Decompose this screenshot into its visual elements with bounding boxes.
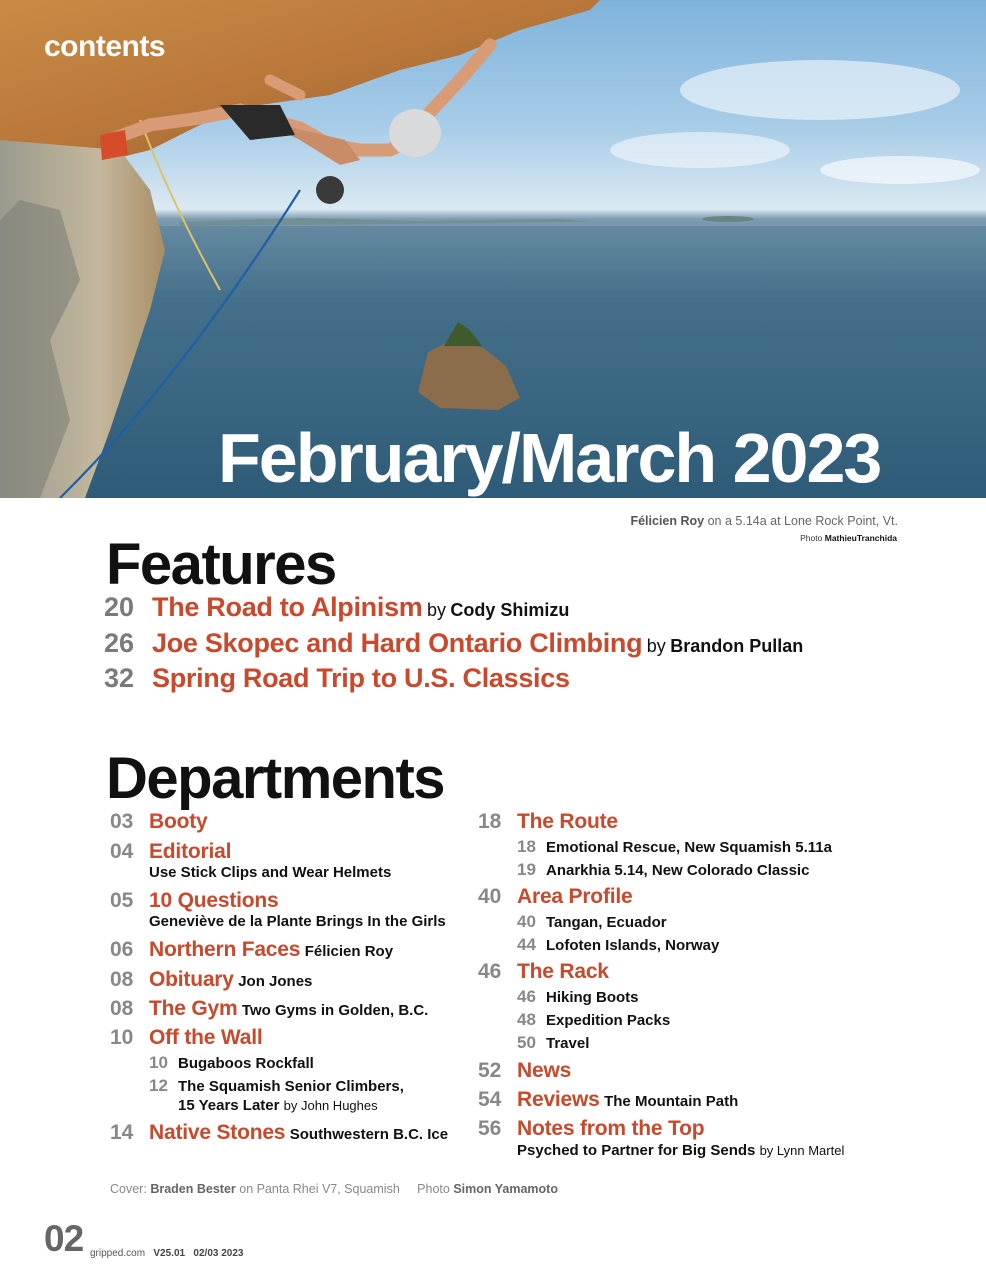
subitem-title: Bugaboos Rockfall	[178, 1055, 314, 1072]
cloud	[610, 132, 790, 168]
dept-title: The Gym	[149, 997, 238, 1020]
dept-page: 04	[110, 840, 134, 863]
page-number: 02	[44, 1218, 84, 1259]
dept-subitem[interactable]	[517, 1010, 670, 1030]
feature-title: The Road to Alpinism	[152, 592, 423, 622]
dept-subitem[interactable]	[517, 987, 639, 1007]
hero-photo	[0, 0, 986, 498]
dept-title: Reviews	[517, 1088, 600, 1111]
subitem-page: 19	[517, 860, 536, 879]
dept-page: 14	[110, 1121, 134, 1144]
dept-item-native-stones[interactable]	[110, 1121, 448, 1145]
subitem-title: Lofoten Islands, Norway	[546, 937, 720, 954]
dept-title: Northern Faces	[149, 938, 301, 961]
dept-subtitle: Geneviève de la Plante Brings In the Girls	[149, 913, 446, 930]
feature-item[interactable]	[104, 592, 569, 623]
dept-subitem[interactable]	[517, 912, 667, 932]
dept-page: 03	[110, 810, 134, 833]
dept-item-off-the-wall[interactable]	[110, 1026, 262, 1050]
dept-subtitle-text: Psyched to Partner for Big Sends	[517, 1142, 756, 1159]
feature-page: 32	[104, 663, 135, 693]
dept-item-notes-from-the-top[interactable]	[478, 1117, 704, 1141]
dept-item-booty[interactable]	[110, 810, 208, 834]
dept-subtitle: Jon Jones	[238, 973, 313, 990]
dept-page: 56	[478, 1117, 502, 1140]
feature-page: 20	[104, 592, 135, 622]
subitem-page: 18	[517, 837, 536, 856]
dept-title: The Route	[517, 810, 618, 833]
dept-subtitle: Southwestern B.C. Ice	[289, 1126, 449, 1143]
dept-item-editorial[interactable]	[110, 840, 231, 864]
dept-title: Native Stones	[149, 1121, 286, 1144]
photo-credit-label: Photo	[800, 533, 823, 543]
subitem-byline: by John Hughes	[283, 1098, 378, 1113]
dept-title: Booty	[149, 810, 208, 833]
folio-site: gripped.com	[90, 1248, 146, 1259]
cover-label: Cover:	[110, 1182, 147, 1196]
subitem-title: Emotional Rescue, New Squamish 5.11a	[546, 839, 832, 856]
photo-credit-name: MathieuTranchida	[824, 533, 897, 543]
dept-subitem[interactable]	[517, 1033, 589, 1053]
feature-by: by	[426, 600, 446, 620]
departments-heading: Departments	[106, 746, 445, 811]
dept-subtitle	[517, 1142, 844, 1159]
dept-byline: by Lynn Martel	[759, 1143, 845, 1158]
dept-title: Off the Wall	[149, 1026, 263, 1049]
distant-shore	[180, 218, 590, 226]
dept-item-the-rack[interactable]	[478, 960, 609, 984]
features-heading: Features	[106, 532, 336, 597]
dept-subtitle: Use Stick Clips and Wear Helmets	[149, 864, 392, 881]
issue-title: February/March 2023	[218, 419, 881, 497]
cover-photo-label: Photo	[417, 1182, 450, 1196]
cover-text: on Panta Rhei V7, Squamish	[239, 1182, 400, 1196]
dept-subitem[interactable]	[149, 1053, 314, 1073]
dept-item-northern-faces[interactable]	[110, 938, 393, 962]
subitem-page: 10	[149, 1053, 168, 1072]
cloud	[680, 60, 960, 120]
dept-subitem[interactable]	[517, 860, 809, 880]
feature-title: Joe Skopec and Hard Ontario Climbing	[152, 628, 643, 658]
dept-title: Obituary	[149, 968, 234, 991]
caption-name: Félicien Roy	[630, 514, 705, 528]
dept-page: 05	[110, 889, 134, 912]
dept-page: 08	[110, 997, 134, 1020]
dept-title: Area Profile	[517, 885, 633, 908]
dept-page: 08	[110, 968, 134, 991]
dept-subtitle: Two Gyms in Golden, B.C.	[241, 1002, 429, 1019]
feature-page: 26	[104, 628, 135, 658]
feature-by: by	[646, 636, 666, 656]
dept-title: Editorial	[149, 840, 232, 863]
dept-page: 40	[478, 885, 502, 908]
dept-item-10-questions[interactable]	[110, 889, 278, 913]
feature-author: Cody Shimizu	[450, 600, 570, 620]
cover-credit	[110, 1182, 558, 1196]
dept-item-obituary[interactable]	[110, 968, 312, 992]
dept-subitem[interactable]	[517, 837, 832, 857]
subitem-page: 12	[149, 1076, 168, 1095]
dept-subtitle: Félicien Roy	[304, 943, 394, 960]
subitem-page: 48	[517, 1010, 536, 1029]
dept-title: Notes from the Top	[517, 1117, 705, 1140]
dept-page: 54	[478, 1088, 502, 1111]
dept-title: News	[517, 1059, 572, 1082]
subitem-page: 50	[517, 1033, 536, 1052]
subitem-page: 40	[517, 912, 536, 931]
cloud	[820, 156, 980, 184]
feature-item[interactable]	[104, 628, 803, 659]
subitem-title: Anarkhia 5.14, New Colorado Classic	[546, 862, 810, 879]
dept-item-the-gym[interactable]	[110, 997, 428, 1021]
dept-subitem[interactable]	[517, 935, 719, 955]
dept-page: 10	[110, 1026, 134, 1049]
subitem-title: Hiking Boots	[546, 989, 639, 1006]
dept-subitem[interactable]	[149, 1076, 404, 1096]
caption-text: on a 5.14a at Lone Rock Point, Vt.	[707, 514, 898, 528]
dept-item-area-profile[interactable]	[478, 885, 632, 909]
dept-page: 46	[478, 960, 502, 983]
feature-item[interactable]	[104, 663, 570, 694]
folio-meta	[90, 1248, 243, 1259]
subitem-title-cont	[178, 1097, 378, 1114]
dept-title: The Rack	[517, 960, 609, 983]
feature-title: Spring Road Trip to U.S. Classics	[152, 663, 570, 693]
feature-author: Brandon Pullan	[670, 636, 804, 656]
subitem-title: The Squamish Senior Climbers,	[178, 1078, 404, 1095]
dept-subtitle: The Mountain Path	[604, 1093, 739, 1110]
dept-item-reviews[interactable]	[478, 1088, 738, 1112]
dept-title: 10 Questions	[149, 889, 279, 912]
dept-page: 52	[478, 1059, 502, 1082]
subitem-page: 44	[517, 935, 536, 954]
photo-caption	[630, 514, 898, 528]
subitem-title: Tangan, Ecuador	[546, 914, 667, 931]
subitem-page: 46	[517, 987, 536, 1006]
photo-credit	[800, 533, 897, 543]
dept-item-the-route[interactable]	[478, 810, 618, 834]
cover-photographer: Simon Yamamoto	[453, 1182, 558, 1196]
dept-item-news[interactable]	[478, 1059, 571, 1083]
subitem-title-line2: 15 Years Later	[178, 1097, 280, 1114]
dept-page: 06	[110, 938, 134, 961]
distant-island	[702, 216, 754, 222]
subitem-title: Expedition Packs	[546, 1012, 671, 1029]
section-label: contents	[44, 30, 166, 63]
folio-volume: V25.01	[153, 1248, 186, 1259]
dept-page: 18	[478, 810, 502, 833]
cover-name: Braden Bester	[150, 1182, 236, 1196]
folio-date: 02/03 2023	[193, 1248, 244, 1259]
subitem-title: Travel	[546, 1035, 590, 1052]
